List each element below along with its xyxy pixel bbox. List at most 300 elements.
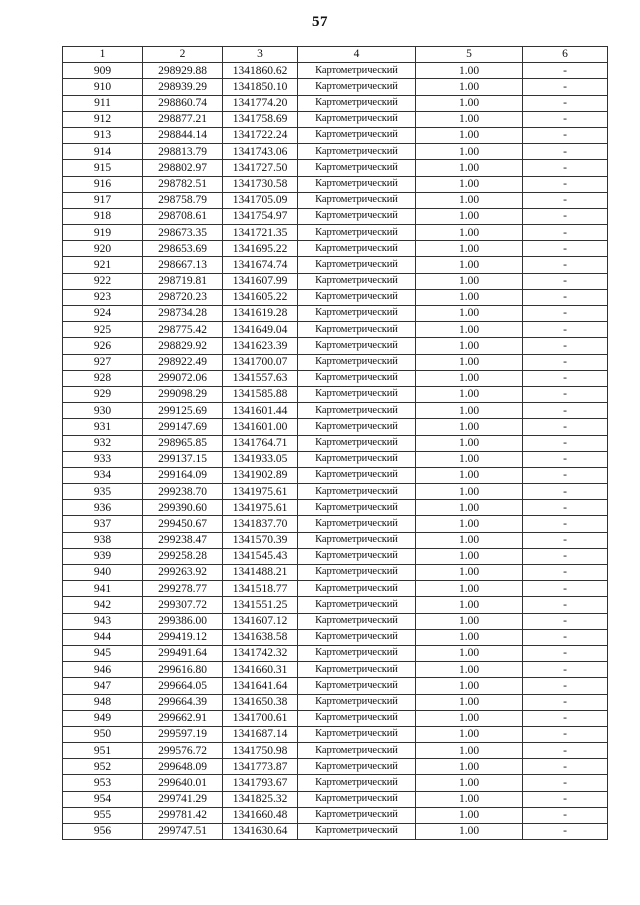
accuracy-cell: 1.00 bbox=[416, 435, 523, 451]
accuracy-cell: 1.00 bbox=[416, 807, 523, 823]
point-number-cell: 913 bbox=[63, 127, 143, 143]
x-coordinate-cell: 298758.79 bbox=[143, 192, 223, 208]
note-cell: - bbox=[523, 629, 608, 645]
accuracy-cell: 1.00 bbox=[416, 678, 523, 694]
note-cell: - bbox=[523, 726, 608, 742]
method-cell: Картометрический bbox=[298, 759, 416, 775]
point-number-cell: 955 bbox=[63, 807, 143, 823]
y-coordinate-cell: 1341695.22 bbox=[223, 241, 298, 257]
y-coordinate-cell: 1341730.58 bbox=[223, 176, 298, 192]
table-row bbox=[63, 548, 608, 564]
note-cell: - bbox=[523, 241, 608, 257]
note-cell: - bbox=[523, 743, 608, 759]
x-coordinate-cell: 298667.13 bbox=[143, 257, 223, 273]
x-coordinate-cell: 298708.61 bbox=[143, 208, 223, 224]
table-row bbox=[63, 824, 608, 840]
y-coordinate-cell: 1341687.14 bbox=[223, 726, 298, 742]
point-number-cell: 911 bbox=[63, 95, 143, 111]
x-coordinate-cell: 298860.74 bbox=[143, 95, 223, 111]
x-coordinate-cell: 299147.69 bbox=[143, 419, 223, 435]
accuracy-cell: 1.00 bbox=[416, 257, 523, 273]
x-coordinate-cell: 299491.64 bbox=[143, 645, 223, 661]
method-cell: Картометрический bbox=[298, 127, 416, 143]
point-number-cell: 942 bbox=[63, 597, 143, 613]
note-cell: - bbox=[523, 289, 608, 305]
note-cell: - bbox=[523, 791, 608, 807]
point-number-cell: 928 bbox=[63, 370, 143, 386]
method-cell: Картометрический bbox=[298, 824, 416, 840]
accuracy-cell: 1.00 bbox=[416, 63, 523, 79]
table-row bbox=[63, 694, 608, 710]
note-cell: - bbox=[523, 500, 608, 516]
accuracy-cell: 1.00 bbox=[416, 273, 523, 289]
accuracy-cell: 1.00 bbox=[416, 726, 523, 742]
y-coordinate-cell: 1341623.39 bbox=[223, 338, 298, 354]
coordinates-table bbox=[62, 46, 608, 840]
accuracy-cell: 1.00 bbox=[416, 694, 523, 710]
table-row bbox=[63, 629, 608, 645]
table-row bbox=[63, 338, 608, 354]
x-coordinate-cell: 299648.09 bbox=[143, 759, 223, 775]
y-coordinate-cell: 1341700.07 bbox=[223, 354, 298, 370]
y-coordinate-cell: 1341518.77 bbox=[223, 581, 298, 597]
note-cell: - bbox=[523, 807, 608, 823]
accuracy-cell: 1.00 bbox=[416, 532, 523, 548]
point-number-cell: 943 bbox=[63, 613, 143, 629]
y-coordinate-cell: 1341774.20 bbox=[223, 95, 298, 111]
method-cell: Картометрический bbox=[298, 419, 416, 435]
note-cell: - bbox=[523, 176, 608, 192]
point-number-cell: 925 bbox=[63, 322, 143, 338]
y-coordinate-cell: 1341607.12 bbox=[223, 613, 298, 629]
point-number-cell: 945 bbox=[63, 645, 143, 661]
accuracy-cell: 1.00 bbox=[416, 127, 523, 143]
x-coordinate-cell: 299664.39 bbox=[143, 694, 223, 710]
method-cell: Картометрический bbox=[298, 775, 416, 791]
x-coordinate-cell: 298844.14 bbox=[143, 127, 223, 143]
note-cell: - bbox=[523, 127, 608, 143]
accuracy-cell: 1.00 bbox=[416, 403, 523, 419]
accuracy-cell: 1.00 bbox=[416, 241, 523, 257]
table-row bbox=[63, 370, 608, 386]
point-number-cell: 933 bbox=[63, 451, 143, 467]
note-cell: - bbox=[523, 662, 608, 678]
point-number-cell: 935 bbox=[63, 484, 143, 500]
x-coordinate-cell: 299258.28 bbox=[143, 548, 223, 564]
method-cell: Картометрический bbox=[298, 160, 416, 176]
accuracy-cell: 1.00 bbox=[416, 565, 523, 581]
note-cell: - bbox=[523, 144, 608, 160]
point-number-cell: 931 bbox=[63, 419, 143, 435]
point-number-cell: 910 bbox=[63, 79, 143, 95]
method-cell: Картометрический bbox=[298, 694, 416, 710]
accuracy-cell: 1.00 bbox=[416, 354, 523, 370]
table-row bbox=[63, 63, 608, 79]
x-coordinate-cell: 299238.70 bbox=[143, 484, 223, 500]
table-row bbox=[63, 306, 608, 322]
method-cell: Картометрический bbox=[298, 726, 416, 742]
y-coordinate-cell: 1341793.67 bbox=[223, 775, 298, 791]
method-cell: Картометрический bbox=[298, 322, 416, 338]
note-cell: - bbox=[523, 435, 608, 451]
column-header-4: 4 bbox=[298, 47, 416, 63]
point-number-cell: 926 bbox=[63, 338, 143, 354]
x-coordinate-cell: 299747.51 bbox=[143, 824, 223, 840]
table-row bbox=[63, 419, 608, 435]
x-coordinate-cell: 299125.69 bbox=[143, 403, 223, 419]
note-cell: - bbox=[523, 678, 608, 694]
accuracy-cell: 1.00 bbox=[416, 176, 523, 192]
point-number-cell: 924 bbox=[63, 306, 143, 322]
accuracy-cell: 1.00 bbox=[416, 306, 523, 322]
accuracy-cell: 1.00 bbox=[416, 289, 523, 305]
x-coordinate-cell: 298653.69 bbox=[143, 241, 223, 257]
table-row bbox=[63, 144, 608, 160]
point-number-cell: 939 bbox=[63, 548, 143, 564]
method-cell: Картометрический bbox=[298, 111, 416, 127]
table-row bbox=[63, 435, 608, 451]
y-coordinate-cell: 1341557.63 bbox=[223, 370, 298, 386]
x-coordinate-cell: 298829.92 bbox=[143, 338, 223, 354]
table-row bbox=[63, 176, 608, 192]
note-cell: - bbox=[523, 613, 608, 629]
method-cell: Картометрический bbox=[298, 516, 416, 532]
note-cell: - bbox=[523, 403, 608, 419]
note-cell: - bbox=[523, 306, 608, 322]
x-coordinate-cell: 299386.00 bbox=[143, 613, 223, 629]
point-number-cell: 917 bbox=[63, 192, 143, 208]
y-coordinate-cell: 1341743.06 bbox=[223, 144, 298, 160]
x-coordinate-cell: 299450.67 bbox=[143, 516, 223, 532]
point-number-cell: 934 bbox=[63, 467, 143, 483]
point-number-cell: 927 bbox=[63, 354, 143, 370]
y-coordinate-cell: 1341641.64 bbox=[223, 678, 298, 694]
table-row bbox=[63, 807, 608, 823]
table-row bbox=[63, 208, 608, 224]
table-row bbox=[63, 532, 608, 548]
x-coordinate-cell: 299741.29 bbox=[143, 791, 223, 807]
note-cell: - bbox=[523, 63, 608, 79]
y-coordinate-cell: 1341722.24 bbox=[223, 127, 298, 143]
note-cell: - bbox=[523, 354, 608, 370]
method-cell: Картометрический bbox=[298, 257, 416, 273]
y-coordinate-cell: 1341975.61 bbox=[223, 484, 298, 500]
method-cell: Картометрический bbox=[298, 678, 416, 694]
y-coordinate-cell: 1341630.64 bbox=[223, 824, 298, 840]
y-coordinate-cell: 1341660.48 bbox=[223, 807, 298, 823]
x-coordinate-cell: 299072.06 bbox=[143, 370, 223, 386]
accuracy-cell: 1.00 bbox=[416, 791, 523, 807]
x-coordinate-cell: 298929.88 bbox=[143, 63, 223, 79]
table-row bbox=[63, 743, 608, 759]
x-coordinate-cell: 299390.60 bbox=[143, 500, 223, 516]
x-coordinate-cell: 298720.23 bbox=[143, 289, 223, 305]
accuracy-cell: 1.00 bbox=[416, 419, 523, 435]
table-row bbox=[63, 127, 608, 143]
page-number: 57 bbox=[312, 14, 328, 30]
table-row bbox=[63, 662, 608, 678]
x-coordinate-cell: 298813.79 bbox=[143, 144, 223, 160]
method-cell: Картометрический bbox=[298, 192, 416, 208]
accuracy-cell: 1.00 bbox=[416, 581, 523, 597]
note-cell: - bbox=[523, 548, 608, 564]
point-number-cell: 932 bbox=[63, 435, 143, 451]
point-number-cell: 912 bbox=[63, 111, 143, 127]
note-cell: - bbox=[523, 111, 608, 127]
note-cell: - bbox=[523, 370, 608, 386]
method-cell: Картометрический bbox=[298, 225, 416, 241]
method-cell: Картометрический bbox=[298, 565, 416, 581]
accuracy-cell: 1.00 bbox=[416, 484, 523, 500]
point-number-cell: 921 bbox=[63, 257, 143, 273]
table-row bbox=[63, 451, 608, 467]
method-cell: Картометрический bbox=[298, 629, 416, 645]
table-row bbox=[63, 597, 608, 613]
table-row bbox=[63, 95, 608, 111]
accuracy-cell: 1.00 bbox=[416, 759, 523, 775]
accuracy-cell: 1.00 bbox=[416, 208, 523, 224]
accuracy-cell: 1.00 bbox=[416, 160, 523, 176]
x-coordinate-cell: 299664.05 bbox=[143, 678, 223, 694]
note-cell: - bbox=[523, 208, 608, 224]
accuracy-cell: 1.00 bbox=[416, 775, 523, 791]
point-number-cell: 930 bbox=[63, 403, 143, 419]
point-number-cell: 953 bbox=[63, 775, 143, 791]
accuracy-cell: 1.00 bbox=[416, 338, 523, 354]
note-cell: - bbox=[523, 775, 608, 791]
table-row bbox=[63, 111, 608, 127]
point-number-cell: 918 bbox=[63, 208, 143, 224]
point-number-cell: 919 bbox=[63, 225, 143, 241]
method-cell: Картометрический bbox=[298, 338, 416, 354]
method-cell: Картометрический bbox=[298, 532, 416, 548]
y-coordinate-cell: 1341754.97 bbox=[223, 208, 298, 224]
accuracy-cell: 1.00 bbox=[416, 95, 523, 111]
note-cell: - bbox=[523, 710, 608, 726]
method-cell: Картометрический bbox=[298, 403, 416, 419]
x-coordinate-cell: 299137.15 bbox=[143, 451, 223, 467]
table-row bbox=[63, 678, 608, 694]
note-cell: - bbox=[523, 322, 608, 338]
note-cell: - bbox=[523, 257, 608, 273]
y-coordinate-cell: 1341860.62 bbox=[223, 63, 298, 79]
x-coordinate-cell: 298775.42 bbox=[143, 322, 223, 338]
accuracy-cell: 1.00 bbox=[416, 144, 523, 160]
y-coordinate-cell: 1341933.05 bbox=[223, 451, 298, 467]
y-coordinate-cell: 1341585.88 bbox=[223, 386, 298, 402]
note-cell: - bbox=[523, 694, 608, 710]
y-coordinate-cell: 1341650.38 bbox=[223, 694, 298, 710]
point-number-cell: 950 bbox=[63, 726, 143, 742]
x-coordinate-cell: 298939.29 bbox=[143, 79, 223, 95]
point-number-cell: 946 bbox=[63, 662, 143, 678]
table-row bbox=[63, 386, 608, 402]
accuracy-cell: 1.00 bbox=[416, 516, 523, 532]
method-cell: Картометрический bbox=[298, 807, 416, 823]
point-number-cell: 915 bbox=[63, 160, 143, 176]
note-cell: - bbox=[523, 532, 608, 548]
note-cell: - bbox=[523, 225, 608, 241]
y-coordinate-cell: 1341607.99 bbox=[223, 273, 298, 289]
table-row bbox=[63, 322, 608, 338]
table-row bbox=[63, 791, 608, 807]
note-cell: - bbox=[523, 581, 608, 597]
y-coordinate-cell: 1341570.39 bbox=[223, 532, 298, 548]
y-coordinate-cell: 1341601.44 bbox=[223, 403, 298, 419]
point-number-cell: 922 bbox=[63, 273, 143, 289]
table-row bbox=[63, 645, 608, 661]
x-coordinate-cell: 299307.72 bbox=[143, 597, 223, 613]
method-cell: Картометрический bbox=[298, 273, 416, 289]
note-cell: - bbox=[523, 451, 608, 467]
accuracy-cell: 1.00 bbox=[416, 467, 523, 483]
y-coordinate-cell: 1341837.70 bbox=[223, 516, 298, 532]
y-coordinate-cell: 1341902.89 bbox=[223, 467, 298, 483]
table-row bbox=[63, 581, 608, 597]
accuracy-cell: 1.00 bbox=[416, 613, 523, 629]
y-coordinate-cell: 1341674.74 bbox=[223, 257, 298, 273]
x-coordinate-cell: 299278.77 bbox=[143, 581, 223, 597]
y-coordinate-cell: 1341660.31 bbox=[223, 662, 298, 678]
table-row bbox=[63, 500, 608, 516]
method-cell: Картометрический bbox=[298, 241, 416, 257]
method-cell: Картометрический bbox=[298, 306, 416, 322]
accuracy-cell: 1.00 bbox=[416, 597, 523, 613]
note-cell: - bbox=[523, 160, 608, 176]
column-header-5: 5 bbox=[416, 47, 523, 63]
accuracy-cell: 1.00 bbox=[416, 386, 523, 402]
table-row bbox=[63, 484, 608, 500]
note-cell: - bbox=[523, 419, 608, 435]
method-cell: Картометрический bbox=[298, 63, 416, 79]
method-cell: Картометрический bbox=[298, 613, 416, 629]
note-cell: - bbox=[523, 79, 608, 95]
x-coordinate-cell: 299164.09 bbox=[143, 467, 223, 483]
note-cell: - bbox=[523, 824, 608, 840]
y-coordinate-cell: 1341705.09 bbox=[223, 192, 298, 208]
y-coordinate-cell: 1341551.25 bbox=[223, 597, 298, 613]
y-coordinate-cell: 1341700.61 bbox=[223, 710, 298, 726]
method-cell: Картометрический bbox=[298, 289, 416, 305]
note-cell: - bbox=[523, 565, 608, 581]
accuracy-cell: 1.00 bbox=[416, 710, 523, 726]
accuracy-cell: 1.00 bbox=[416, 79, 523, 95]
column-header-1: 1 bbox=[63, 47, 143, 63]
table-row bbox=[63, 79, 608, 95]
point-number-cell: 956 bbox=[63, 824, 143, 840]
point-number-cell: 929 bbox=[63, 386, 143, 402]
y-coordinate-cell: 1341727.50 bbox=[223, 160, 298, 176]
x-coordinate-cell: 299597.19 bbox=[143, 726, 223, 742]
note-cell: - bbox=[523, 759, 608, 775]
point-number-cell: 940 bbox=[63, 565, 143, 581]
method-cell: Картометрический bbox=[298, 451, 416, 467]
note-cell: - bbox=[523, 484, 608, 500]
y-coordinate-cell: 1341619.28 bbox=[223, 306, 298, 322]
point-number-cell: 938 bbox=[63, 532, 143, 548]
table-row bbox=[63, 403, 608, 419]
accuracy-cell: 1.00 bbox=[416, 192, 523, 208]
note-cell: - bbox=[523, 597, 608, 613]
point-number-cell: 952 bbox=[63, 759, 143, 775]
table-row bbox=[63, 775, 608, 791]
accuracy-cell: 1.00 bbox=[416, 370, 523, 386]
x-coordinate-cell: 299098.29 bbox=[143, 386, 223, 402]
accuracy-cell: 1.00 bbox=[416, 225, 523, 241]
y-coordinate-cell: 1341850.10 bbox=[223, 79, 298, 95]
point-number-cell: 941 bbox=[63, 581, 143, 597]
note-cell: - bbox=[523, 386, 608, 402]
x-coordinate-cell: 298782.51 bbox=[143, 176, 223, 192]
x-coordinate-cell: 299662.91 bbox=[143, 710, 223, 726]
note-cell: - bbox=[523, 273, 608, 289]
column-header-6: 6 bbox=[523, 47, 608, 63]
table-row bbox=[63, 192, 608, 208]
x-coordinate-cell: 299238.47 bbox=[143, 532, 223, 548]
method-cell: Картометрический bbox=[298, 581, 416, 597]
point-number-cell: 914 bbox=[63, 144, 143, 160]
table-row bbox=[63, 257, 608, 273]
x-coordinate-cell: 298673.35 bbox=[143, 225, 223, 241]
method-cell: Картометрический bbox=[298, 386, 416, 402]
method-cell: Картометрический bbox=[298, 645, 416, 661]
method-cell: Картометрический bbox=[298, 548, 416, 564]
point-number-cell: 951 bbox=[63, 743, 143, 759]
accuracy-cell: 1.00 bbox=[416, 451, 523, 467]
x-coordinate-cell: 298734.28 bbox=[143, 306, 223, 322]
table-body bbox=[63, 63, 608, 840]
y-coordinate-cell: 1341758.69 bbox=[223, 111, 298, 127]
point-number-cell: 949 bbox=[63, 710, 143, 726]
table-row bbox=[63, 225, 608, 241]
method-cell: Картометрический bbox=[298, 791, 416, 807]
y-coordinate-cell: 1341825.32 bbox=[223, 791, 298, 807]
x-coordinate-cell: 299781.42 bbox=[143, 807, 223, 823]
note-cell: - bbox=[523, 192, 608, 208]
column-header-2: 2 bbox=[143, 47, 223, 63]
accuracy-cell: 1.00 bbox=[416, 662, 523, 678]
y-coordinate-cell: 1341638.58 bbox=[223, 629, 298, 645]
x-coordinate-cell: 299576.72 bbox=[143, 743, 223, 759]
table-row bbox=[63, 759, 608, 775]
point-number-cell: 916 bbox=[63, 176, 143, 192]
table-row bbox=[63, 354, 608, 370]
method-cell: Картометрический bbox=[298, 354, 416, 370]
table-row bbox=[63, 160, 608, 176]
accuracy-cell: 1.00 bbox=[416, 629, 523, 645]
y-coordinate-cell: 1341545.43 bbox=[223, 548, 298, 564]
table-row bbox=[63, 710, 608, 726]
accuracy-cell: 1.00 bbox=[416, 111, 523, 127]
point-number-cell: 954 bbox=[63, 791, 143, 807]
method-cell: Картометрический bbox=[298, 144, 416, 160]
x-coordinate-cell: 299419.12 bbox=[143, 629, 223, 645]
method-cell: Картометрический bbox=[298, 710, 416, 726]
method-cell: Картометрический bbox=[298, 743, 416, 759]
table-row bbox=[63, 273, 608, 289]
point-number-cell: 947 bbox=[63, 678, 143, 694]
y-coordinate-cell: 1341975.61 bbox=[223, 500, 298, 516]
column-header-3: 3 bbox=[223, 47, 298, 63]
table-row bbox=[63, 726, 608, 742]
point-number-cell: 923 bbox=[63, 289, 143, 305]
method-cell: Картометрический bbox=[298, 370, 416, 386]
table-row bbox=[63, 516, 608, 532]
y-coordinate-cell: 1341649.04 bbox=[223, 322, 298, 338]
accuracy-cell: 1.00 bbox=[416, 500, 523, 516]
note-cell: - bbox=[523, 338, 608, 354]
accuracy-cell: 1.00 bbox=[416, 548, 523, 564]
